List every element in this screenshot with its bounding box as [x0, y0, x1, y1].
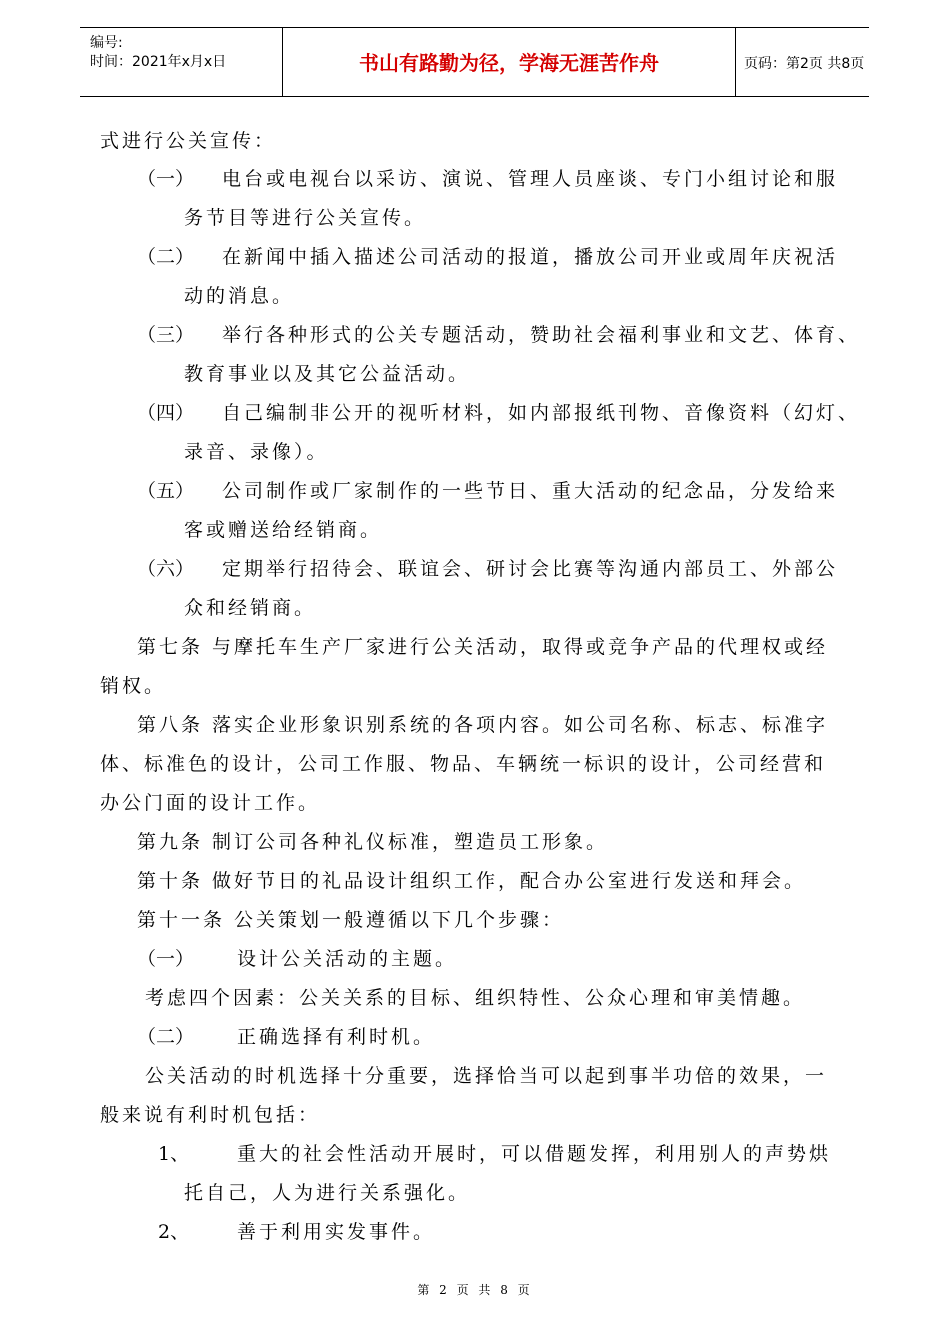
item-3-line-1: 举行各种形式的公关专题活动，赞助社会福利事业和文艺、体育、 — [222, 324, 861, 346]
header-motto-cell — [282, 28, 736, 96]
item-2-line-2: 动的消息。 — [184, 285, 295, 307]
timing-2-label: 2、 — [158, 1221, 190, 1243]
article-11: 第十一条 公关策划一般遵循以下几个步骤： — [137, 909, 565, 931]
item-5-label: （五） — [137, 480, 195, 502]
item-1-line-1: 电台或电视台以采访、演说、管理人员座谈、专门小组讨论和服 — [222, 168, 839, 190]
item-5-line-2: 客或赠送给经销商。 — [184, 519, 383, 541]
header-page-info: 页码：第2页 共8页 — [744, 56, 865, 72]
article-7-line-1: 第七条 与摩托车生产厂家进行公关活动，取得或竞争产品的代理权或经 — [137, 636, 829, 658]
page-header — [80, 27, 869, 97]
article-8-line-2: 体、标准色的设计，公司工作服、物品、车辆统一标识的设计，公司经营和 — [100, 753, 827, 775]
item-6-label: （六） — [137, 558, 195, 580]
item-3-line-2: 教育事业以及其它公益活动。 — [184, 363, 471, 385]
step-2-label: （二） — [137, 1026, 195, 1048]
step-1-label: （一） — [137, 948, 195, 970]
item-1-label: （一） — [137, 168, 195, 190]
article-7-line-2: 销权。 — [100, 675, 167, 697]
article-9: 第九条 制订公司各种礼仪标准，塑造员工形象。 — [137, 831, 609, 853]
step-1-note: 考虑四个因素：公关关系的目标、组织特性、公众心理和审美情趣。 — [145, 987, 806, 1009]
item-6-line-2: 众和经销商。 — [184, 597, 317, 619]
timing-1-label: 1、 — [158, 1143, 190, 1165]
item-4-line-2: 录音、录像）。 — [184, 441, 329, 463]
page-footer: 第 2 页 共 8 页 — [417, 1283, 533, 1297]
timing-1-line-2: 托自己，人为进行关系强化。 — [184, 1182, 471, 1204]
item-2-line-1: 在新闻中插入描述公司活动的报道，播放公司开业或周年庆祝活 — [222, 246, 839, 268]
header-page-cell — [735, 28, 869, 96]
item-2-label: （二） — [137, 246, 195, 268]
intro-line: 式进行公关宣传： — [100, 130, 277, 152]
item-1-line-2: 务节目等进行公关宣传。 — [184, 207, 427, 229]
item-6-line-1: 定期举行招待会、联谊会、研讨会比赛等沟通内部员工、外部公 — [222, 558, 839, 580]
doc-time-label: 时间：2021年x月x日 — [90, 54, 227, 70]
article-10: 第十条 做好节日的礼品设计组织工作，配合办公室进行发送和拜会。 — [137, 870, 807, 892]
step-2-text: 正确选择有利时机。 — [237, 1026, 436, 1048]
step-1-text: 设计公关活动的主题。 — [237, 948, 458, 970]
header-meta-cell — [80, 28, 282, 96]
item-4-label: （四） — [137, 402, 195, 424]
header-motto: 书山有路勤为径，学海无涯苦作舟 — [359, 51, 659, 75]
step-2-para-line-1: 公关活动的时机选择十分重要，选择恰当可以起到事半功倍的效果，一 — [145, 1065, 828, 1087]
article-8-line-1: 第八条 落实企业形象识别系统的各项内容。如公司名称、标志、标准字 — [137, 714, 829, 736]
item-3-label: （三） — [137, 324, 195, 346]
timing-2-line-1: 善于利用实发事件。 — [237, 1221, 436, 1243]
step-2-para-line-2: 般来说有利时机包括： — [100, 1104, 321, 1126]
item-5-line-1: 公司制作或厂家制作的一些节日、重大活动的纪念品，分发给来 — [222, 480, 839, 502]
item-4-line-1: 自己编制非公开的视听材料，如内部报纸刊物、音像资料（幻灯、 — [222, 402, 861, 424]
doc-number-label: 编号: — [90, 35, 123, 51]
article-8-line-3: 办公门面的设计工作。 — [100, 792, 321, 814]
timing-1-line-1: 重大的社会性活动开展时，可以借题发挥，利用别人的声势烘 — [237, 1143, 832, 1165]
